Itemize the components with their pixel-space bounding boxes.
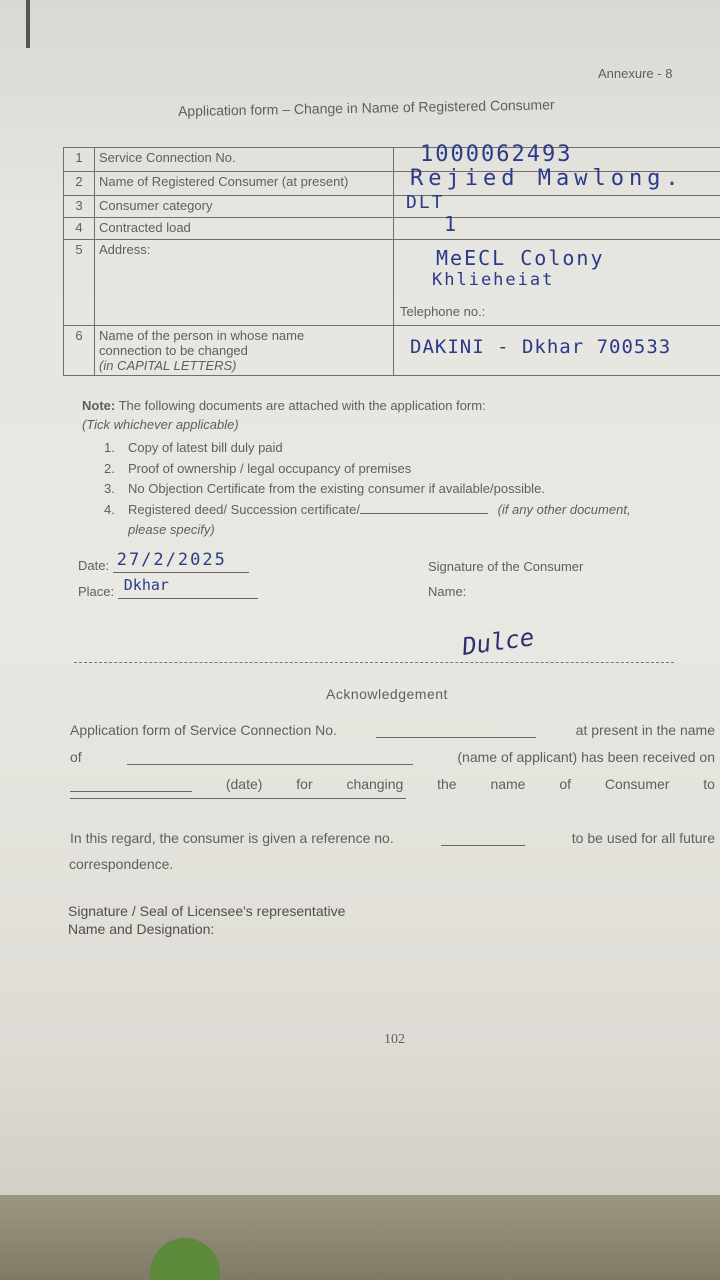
- note-block: [82, 398, 486, 436]
- row-value-cell: [394, 192, 720, 218]
- date-label: Date:: [78, 558, 110, 573]
- place-line: [118, 576, 258, 599]
- blank-line: [360, 513, 488, 514]
- blank-line: [70, 776, 192, 792]
- row-value-cell: [394, 326, 720, 376]
- ack-line-5: correspondence.: [69, 856, 174, 872]
- list-item-text: Proof of ownership / legal occupancy of premises: [128, 460, 412, 476]
- licensee-name-label: Name and Designation:: [68, 921, 215, 937]
- note-subtext: (Tick whichever applicable): [82, 417, 239, 432]
- row-label: Name of Registered Consumer (at present): [95, 172, 394, 196]
- list-item-text: Registered deed/ Succession certificate/: [128, 501, 360, 517]
- date-value: 27/2/2025: [116, 550, 227, 570]
- row-label: Consumer category: [95, 196, 394, 218]
- place-field: [78, 576, 258, 599]
- list-item: [104, 481, 704, 502]
- annexure-label: Annexure - 8: [598, 66, 673, 81]
- list-item-number: 3.: [104, 481, 115, 496]
- row-number: 1: [64, 148, 95, 172]
- row-number: 2: [64, 172, 95, 196]
- ack-text: at present in the name: [575, 722, 715, 738]
- list-item-text: No Objection Certificate from the existing consumer if available/possible.: [128, 481, 545, 496]
- service-connection-value: 1000062493: [420, 142, 573, 167]
- table-row: [64, 218, 720, 240]
- ack-text: of: [70, 749, 82, 765]
- list-item: [104, 461, 704, 482]
- ack-line-4: [70, 830, 715, 846]
- consumer-signature-label: Signature of the Consumer: [428, 559, 584, 574]
- blank-line: [70, 798, 406, 799]
- ack-word: the: [437, 776, 457, 792]
- table-row: [64, 326, 720, 376]
- blank-line: [441, 830, 525, 846]
- row-value-cell: [394, 240, 720, 326]
- list-item-continuation: please specify): [128, 522, 215, 537]
- ack-line-1: [70, 722, 715, 738]
- date-line: [113, 550, 249, 573]
- row-label: [95, 326, 394, 376]
- ack-text: to be used for all future: [571, 830, 715, 846]
- row-value-cell: [394, 212, 720, 240]
- table-row: [64, 240, 720, 326]
- page-number: 102: [384, 1032, 405, 1047]
- row-number: 3: [64, 196, 95, 218]
- row-label: Contracted load: [95, 218, 394, 240]
- row-label-line: connection to be changed: [99, 343, 248, 358]
- new-name-value: DAKINI - Dkhar 700533: [410, 336, 672, 358]
- floor-background: [0, 1195, 720, 1280]
- paper-edge-mark: [26, 0, 30, 48]
- note-line: [82, 398, 486, 413]
- ack-word: (date): [225, 776, 263, 792]
- ack-word: of: [559, 776, 571, 792]
- address-line-2: Khlieheiat: [432, 270, 555, 290]
- list-item-number: 1.: [104, 440, 115, 455]
- consumer-signature: Dulce: [460, 623, 536, 661]
- place-label: Place:: [78, 584, 115, 599]
- row-number: 4: [64, 218, 95, 240]
- acknowledgement-title: Acknowledgement: [326, 686, 448, 702]
- divider: [74, 662, 674, 663]
- consumer-category-value: DLT: [406, 192, 445, 213]
- list-item-text: Copy of latest bill duly paid: [128, 440, 283, 455]
- ack-word: name: [490, 776, 526, 792]
- list-item: [104, 502, 704, 523]
- blank-line: [376, 722, 536, 738]
- place-value: Dkhar: [123, 576, 169, 594]
- ack-line-2: [70, 749, 715, 765]
- ack-text: Application form of Service Connection No.: [70, 722, 337, 738]
- list-item: [104, 440, 704, 461]
- row-number: 6: [64, 326, 95, 376]
- ack-text: In this regard, the consumer is given a reference no.: [70, 830, 394, 846]
- consumer-name-label: Name:: [428, 584, 467, 599]
- ack-line-3: [70, 776, 715, 792]
- row-label: Address:: [95, 240, 394, 326]
- row-number: 5: [64, 240, 95, 326]
- licensee-signature-label: Signature / Seal of Licensee's representative: [68, 903, 346, 919]
- row-label: Service Connection No.: [95, 148, 394, 172]
- telephone-label: Telephone no.:: [400, 304, 486, 319]
- row-label-line: (in CAPITAL LETTERS): [99, 358, 237, 373]
- list-item-number: 4.: [104, 501, 115, 517]
- list-item-suffix: (if any other document,: [497, 501, 631, 517]
- ack-word: Consumer: [604, 776, 670, 792]
- row-label-line: Name of the person in whose name: [99, 328, 305, 343]
- contracted-load-value: 1: [444, 212, 459, 236]
- address-line-1: MeECL Colony: [436, 246, 605, 270]
- ack-word: changing: [346, 776, 404, 792]
- blank-line: [127, 749, 413, 765]
- note-heading: Note:: [82, 398, 116, 413]
- details-table: [63, 142, 720, 376]
- document-list: [104, 440, 704, 543]
- table-row: [64, 172, 720, 196]
- note-text: The following documents are attached with the application form:: [118, 398, 486, 413]
- ack-word: for: [296, 776, 313, 792]
- list-item-number: 2.: [104, 460, 115, 476]
- ack-word: to: [703, 776, 715, 792]
- registered-consumer-value: Rejied Mawlong.: [410, 166, 684, 191]
- date-field: [78, 550, 249, 573]
- table-row: [64, 196, 720, 218]
- ack-text: (name of applicant) has been received on: [457, 749, 715, 765]
- form-title: Application form – Change in Name of Registered Consumer: [177, 96, 555, 119]
